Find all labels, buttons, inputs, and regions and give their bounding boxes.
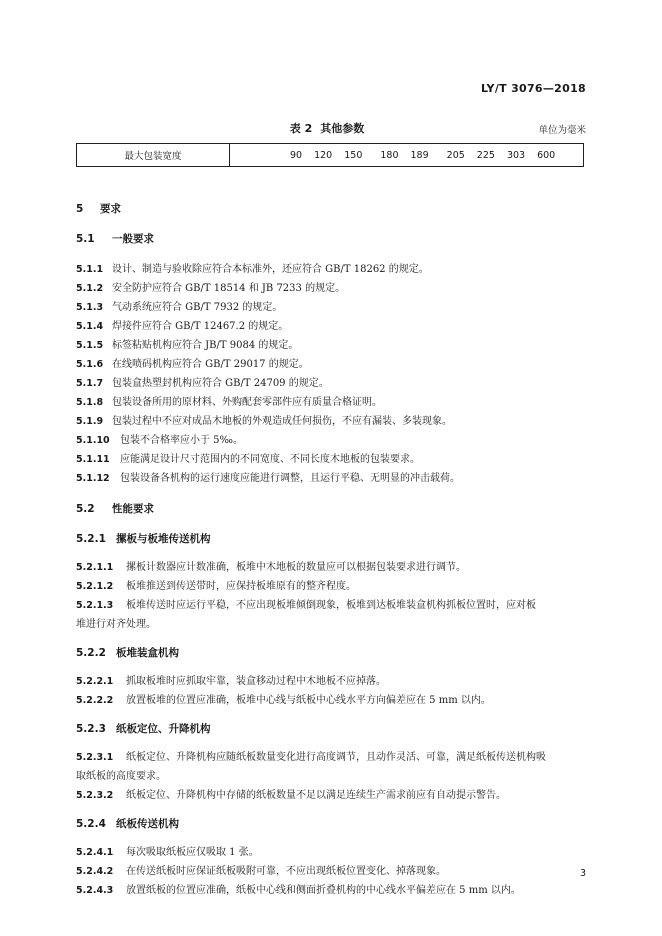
clause-text: 安全防护应符合 GB/T 18514 和 JB 7233 的规定。: [112, 283, 346, 294]
clause-text: 抓取板堆时应抓取牢靠，装盒移动过程中木地板不应掉落。: [126, 676, 386, 687]
table-row: [77, 144, 584, 167]
clause-number: 5.2.3.1: [76, 752, 114, 763]
clause: [76, 748, 588, 767]
subsection-title: 性能要求: [112, 503, 154, 515]
table-value: 303: [506, 149, 526, 161]
table-value: 205: [446, 149, 465, 161]
clause-number: 5.1.11: [76, 454, 110, 465]
clause-text: 堆进行对齐处理。: [76, 619, 156, 630]
clause-number: 5.1.12: [76, 473, 110, 484]
clause-text: 包装设备各机构的运行速度应能进行调整，且运行平稳、无明显的冲击载荷。: [120, 473, 460, 484]
clause-number: 5.1.7: [76, 378, 104, 389]
clause: [76, 596, 588, 615]
table-value: 189: [410, 149, 429, 161]
clause-text: 应能满足设计尺寸范围内的不同宽度、不同长度木地板的包装要求。: [120, 454, 420, 465]
clause: [76, 374, 588, 393]
table-value: 150: [344, 149, 363, 161]
subsection-heading: [76, 230, 588, 248]
sub-subsection-heading: [76, 644, 588, 662]
clause-text: 包装不合格率应小于 5‰。: [120, 435, 243, 446]
clause-text: 包装设备所用的原材料、外购配套零部件应有质量合格证明。: [112, 397, 382, 408]
clause-text: 摞板计数器应计数准确，板堆中木地板的数量应可以根据包装要求进行调节。: [126, 562, 466, 573]
clause: [76, 298, 588, 317]
clause: [76, 355, 588, 374]
clause: [76, 336, 588, 355]
clause-text: 在线喷码机构应符合 GB/T 29017 的规定。: [112, 359, 309, 370]
clause-number: 5.2.1.1: [76, 562, 114, 573]
table-value: 90: [290, 149, 303, 161]
clause: [76, 862, 588, 881]
clause-number: 5.2.2.2: [76, 695, 114, 706]
clause: [76, 317, 588, 336]
table-row-label: 最大包装宽度: [77, 144, 230, 167]
clause-text: 放置纸板的位置应准确，纸板中心线和侧面折叠机构的中心线水平偏差应在 5 mm 以内。: [126, 885, 521, 896]
document-body: [76, 200, 588, 900]
clause-number: 5.1.8: [76, 397, 104, 408]
clause-number: 5.1.4: [76, 321, 104, 332]
subsection-title: 一般要求: [112, 233, 154, 245]
clause-number: 5.1.9: [76, 416, 104, 427]
clause: [76, 393, 588, 412]
clause: [76, 431, 588, 450]
clause: [76, 881, 588, 900]
table-unit: 单位为毫米: [538, 125, 586, 136]
clause-text: 在传送纸板时应保证纸板吸附可靠，不应出现纸板位置变化、掉落现象。: [126, 866, 446, 877]
clause-text: 取纸板的高度要求。: [76, 771, 166, 782]
clause-number: 5.1.2: [76, 283, 104, 294]
clause-number: 5.1.10: [76, 435, 110, 446]
clause-continuation: [76, 615, 588, 634]
sub-subsection-title: 摞板与板堆传送机构: [116, 533, 211, 545]
table-value: 225: [476, 149, 495, 161]
table-number: 表 2: [289, 122, 313, 135]
sub-subsection-title: 板堆装盒机构: [116, 647, 179, 659]
sub-subsection-number: 5.2.2: [76, 647, 106, 659]
clause: [76, 577, 588, 596]
sub-subsection-title: 纸板定位、升降机构: [116, 723, 211, 735]
page-number: 3: [579, 868, 586, 879]
clause-number: 5.2.2.1: [76, 676, 114, 687]
clause-number: 5.1.3: [76, 302, 104, 313]
clause: [76, 691, 588, 710]
clause-number: 5.2.3.2: [76, 790, 114, 801]
clause-text: 包装过程中不应对成品木地板的外观造成任何损伤，不应有漏装、多装现象。: [112, 416, 452, 427]
table-title: 其他参数: [320, 122, 365, 135]
section-heading: [76, 200, 588, 218]
table-row-values: [230, 144, 584, 167]
clause-text: 板堆传送时应运行平稳，不应出现板堆倾倒现象，板堆到达板堆装盒机构抓板位置时，应对板: [126, 600, 536, 611]
clause-text: 标签粘贴机构应符合 JB/T 9084 的规定。: [112, 340, 299, 351]
clause-number: 5.1.1: [76, 264, 104, 275]
clause-text: 每次吸取纸板应仅吸取 1 张。: [126, 847, 259, 858]
clause: [76, 260, 588, 279]
clause: [76, 279, 588, 298]
subsection-number: 5.2: [76, 503, 95, 515]
clause-continuation: [76, 767, 588, 786]
section-title: 要求: [100, 203, 121, 215]
clause: [76, 786, 588, 805]
clause: [76, 450, 588, 469]
sub-subsection-number: 5.2.4: [76, 818, 106, 830]
clause-text: 板堆推送到传送带时，应保持板堆原有的整齐程度。: [126, 581, 356, 592]
subsection-number: 5.1: [76, 233, 95, 245]
subsection-heading: [76, 500, 588, 518]
table-value: 120: [314, 149, 333, 161]
clause-text: 纸板定位、升降机构中存储的纸板数量不足以满足连续生产需求前应有自动提示警告。: [126, 790, 506, 801]
document-code: LY/T 3076—2018: [480, 82, 586, 95]
clause-number: 5.2.4.2: [76, 866, 114, 877]
clause-number: 5.2.4.3: [76, 885, 114, 896]
clause-text: 纸板定位、升降机构应随纸板数量变化进行高度调节，且动作灵活、可靠，满足纸板传送机构吸: [126, 752, 546, 763]
parameters-table: [76, 143, 584, 167]
clause: [76, 412, 588, 431]
clause-number: 5.1.5: [76, 340, 104, 351]
sub-subsection-heading: [76, 720, 588, 738]
sub-subsection-number: 5.2.1: [76, 533, 106, 545]
clause: [76, 469, 588, 488]
sub-subsection-heading: [76, 815, 588, 833]
clause: [76, 558, 588, 577]
clause-text: 放置板堆的位置应准确，板堆中心线与纸板中心线水平方向偏差应在 5 mm 以内。: [126, 695, 491, 706]
clause-number: 5.2.1.3: [76, 600, 114, 611]
sub-subsection-number: 5.2.3: [76, 723, 106, 735]
table-value: 180: [380, 149, 399, 161]
clause-text: 设计、制造与验收除应符合本标准外，还应符合 GB/T 18262 的规定。: [112, 264, 429, 275]
section-number: 5: [76, 203, 84, 215]
sub-subsection-heading: [76, 530, 588, 548]
table-value: 600: [537, 149, 556, 161]
clause-text: 气动系统应符合 GB/T 7932 的规定。: [112, 302, 283, 313]
clause-text: 焊接件应符合 GB/T 12467.2 的规定。: [112, 321, 289, 332]
clause-text: 包装盒热塑封机构应符合 GB/T 24709 的规定。: [112, 378, 329, 389]
sub-subsection-title: 纸板传送机构: [116, 818, 179, 830]
clause-number: 5.1.6: [76, 359, 104, 370]
clause-number: 5.2.1.2: [76, 581, 114, 592]
clause: [76, 843, 588, 862]
clause-number: 5.2.4.1: [76, 847, 114, 858]
clause: [76, 672, 588, 691]
